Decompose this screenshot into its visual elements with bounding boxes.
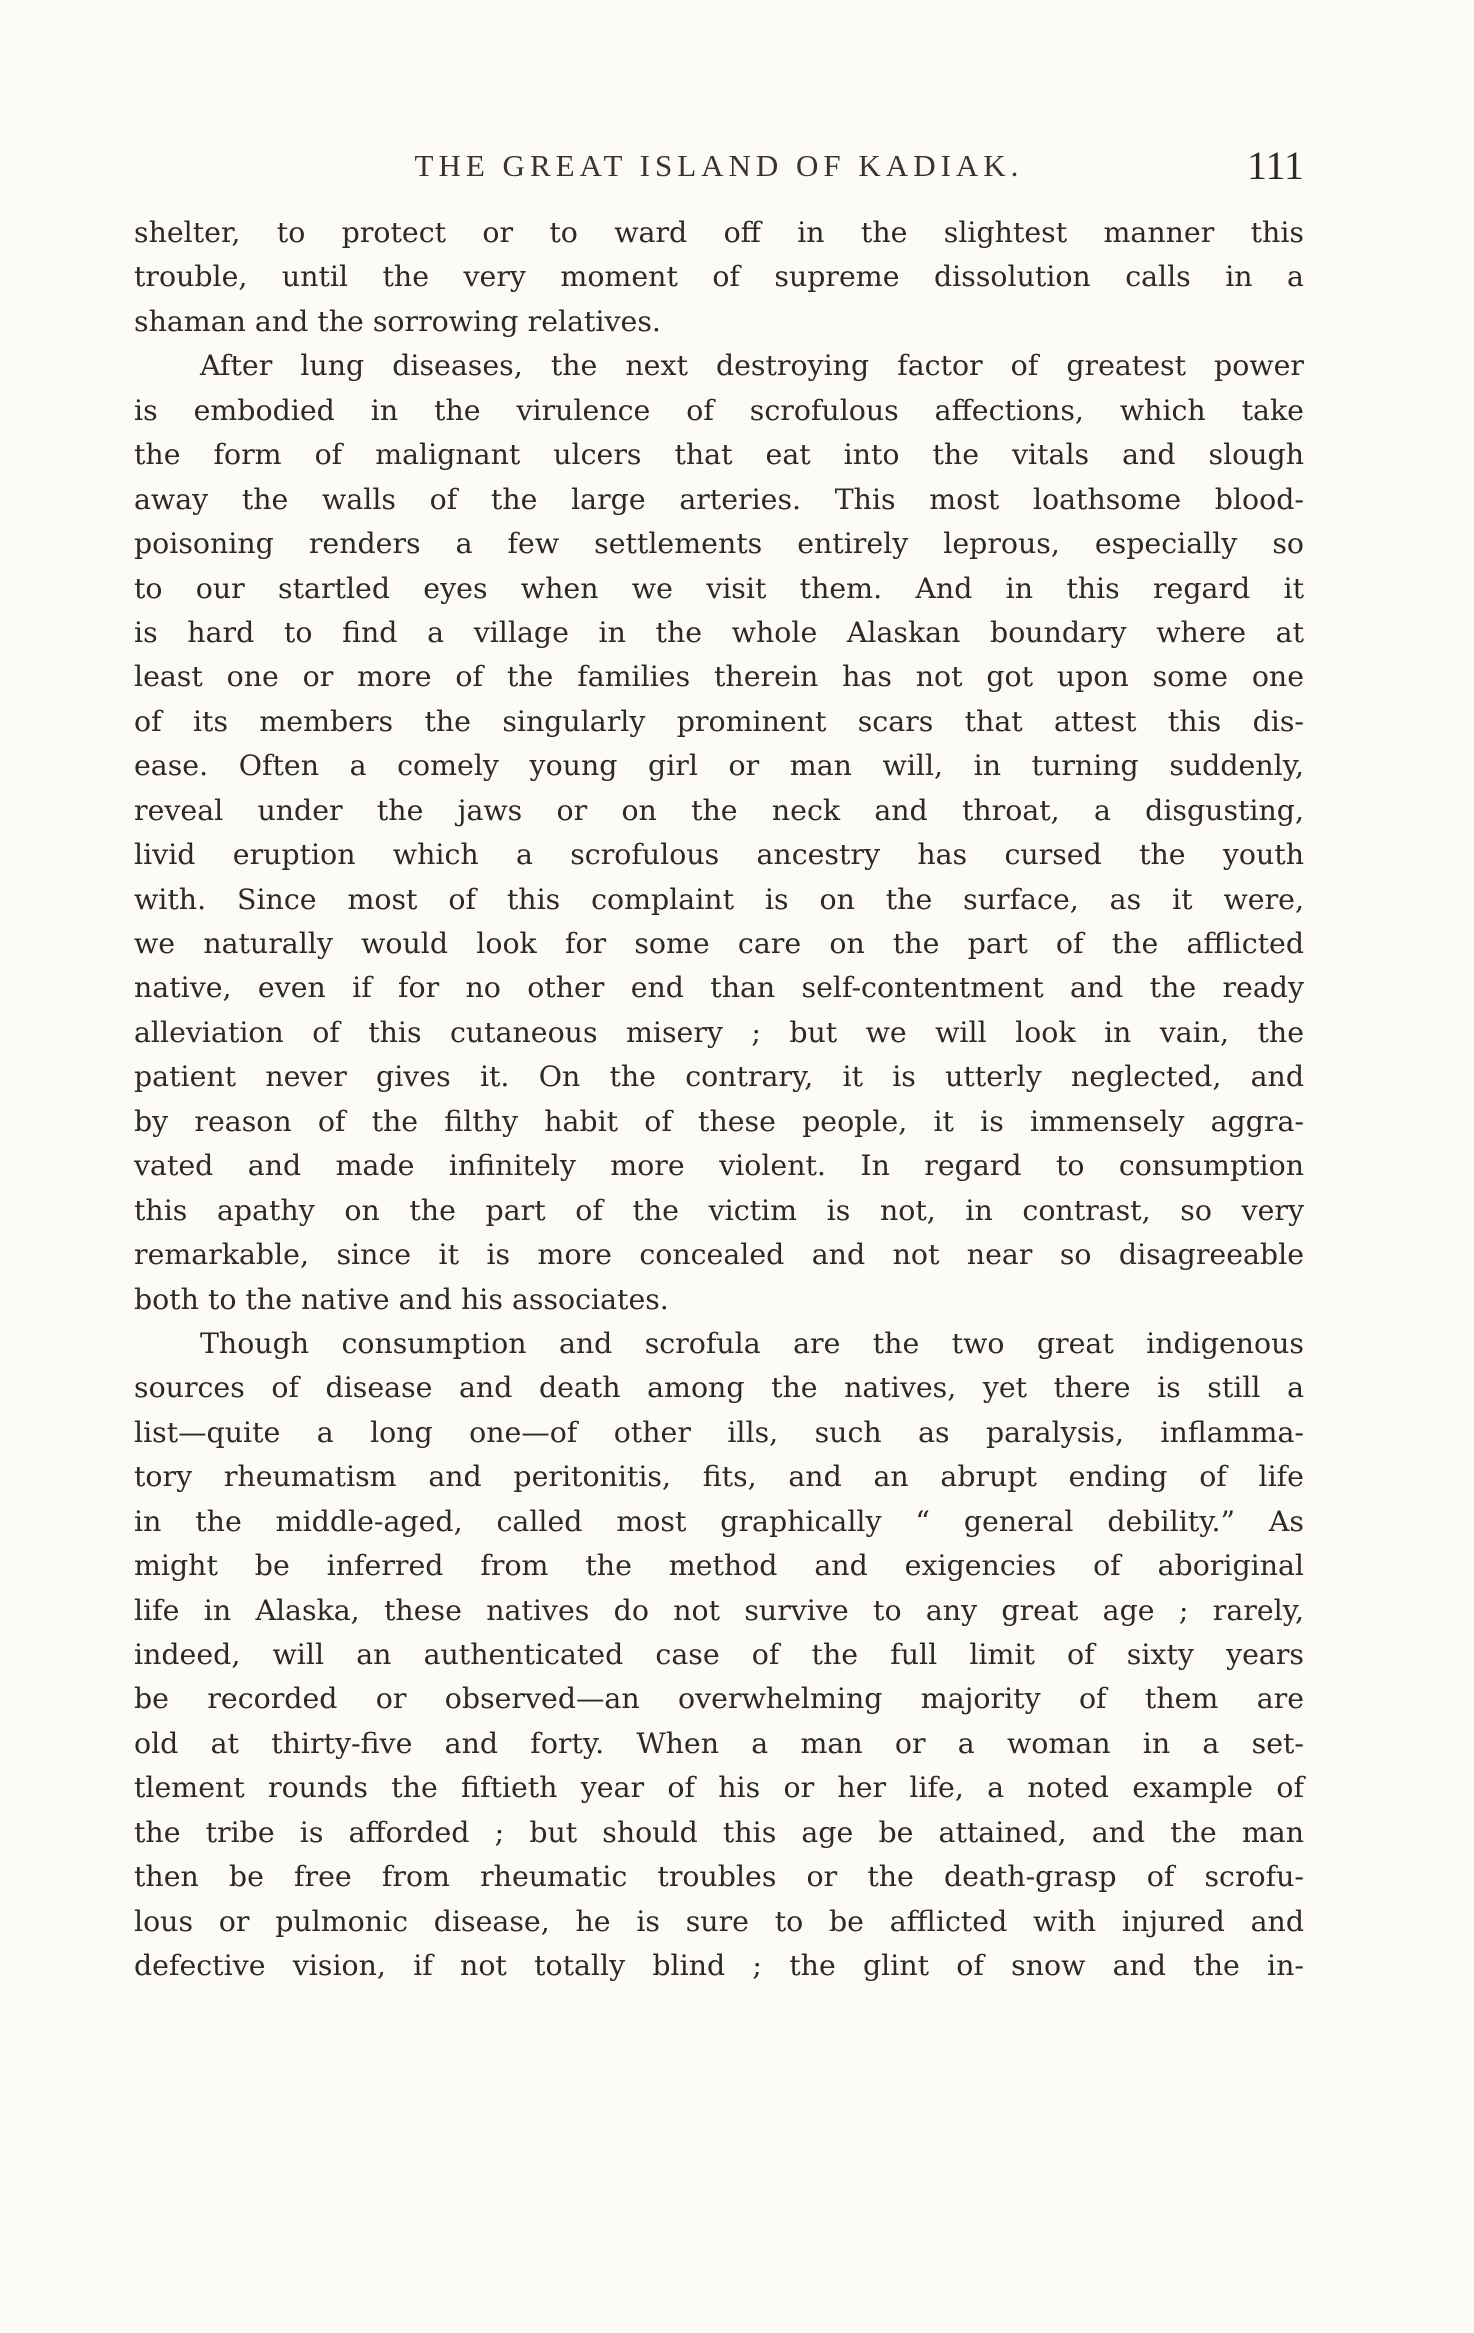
text-line: ease. Often a comely young girl or man will, in turning suddenly, xyxy=(134,749,1304,783)
text-line: tlement rounds the fiftieth year of his or her life, a noted example of xyxy=(134,1771,1304,1805)
text-line: life in Alaska, these natives do not survive to any great age ; rarely, xyxy=(134,1593,1304,1627)
text-line: vated and made infinitely more violent. In regard to consumption xyxy=(134,1149,1304,1183)
text-line: poisoning renders a few settlements entirely leprous, especially so xyxy=(134,527,1304,561)
text-line: the form of malignant ulcers that eat into the vitals and slough xyxy=(134,438,1304,472)
text-line: old at thirty-five and forty. When a man or a woman in a set- xyxy=(134,1726,1304,1760)
text-line: to our startled eyes when we visit them. And in this regard it xyxy=(134,571,1304,605)
text-line: lous or pulmonic disease, he is sure to be afflicted with injured and xyxy=(134,1904,1304,1938)
text-line: defective vision, if not totally blind ; the glint of snow and the in- xyxy=(134,1949,1304,1983)
text-line: then be free from rheumatic troubles or the death-grasp of scrofu- xyxy=(134,1860,1304,1894)
page-number: 111 xyxy=(1246,143,1304,188)
text-line: with. Since most of this complaint is on the surface, as it were, xyxy=(134,882,1304,916)
text-line: both to the native and his associates. xyxy=(134,1282,669,1316)
text-line: Though consumption and scrofula are the two great indigenous xyxy=(200,1326,1304,1360)
text-line: of its members the singularly prominent scars that attest this dis- xyxy=(134,704,1304,738)
text-line: livid eruption which a scrofulous ancestry has cursed the youth xyxy=(134,838,1304,872)
text-line: is embodied in the virulence of scrofulous affections, which take xyxy=(134,393,1304,427)
text-line: be recorded or observed—an overwhelming majority of them are xyxy=(134,1682,1304,1716)
text-line: we naturally would look for some care on the part of the afflicted xyxy=(134,927,1304,960)
text-line: reveal under the jaws or on the neck and throat, a disgusting, xyxy=(134,793,1304,827)
text-line: away the walls of the large arteries. This most loathsome blood- xyxy=(134,482,1304,516)
text-line: is hard to find a village in the whole Alaskan boundary where at xyxy=(134,615,1304,649)
text-line: shaman and the sorrowing relatives. xyxy=(134,304,661,338)
text-line: list—quite a long one—of other ills, such as paralysis, inflamma- xyxy=(134,1415,1304,1449)
running-head xyxy=(134,140,1304,200)
body-text xyxy=(134,211,1304,1989)
text-line: this apathy on the part of the victim is not, in contrast, so very xyxy=(134,1193,1304,1227)
text-line: After lung diseases, the next destroying factor of greatest power xyxy=(200,349,1304,383)
text-line: by reason of the filthy habit of these people, it is immensely aggra- xyxy=(134,1104,1304,1138)
text-line: alleviation of this cutaneous misery ; but we will look in vain, the xyxy=(134,1015,1304,1049)
text-line: remarkable, since it is more concealed and not near so disagreeable xyxy=(134,1238,1304,1272)
text-line: indeed, will an authenticated case of the full limit of sixty years xyxy=(134,1638,1304,1671)
running-title: THE GREAT ISLAND OF KADIAK. xyxy=(414,148,1024,183)
text-line: trouble, until the very moment of supreme dissolution calls in a xyxy=(134,260,1304,294)
text-line: native, even if for no other end than self-contentment and the ready xyxy=(134,971,1304,1005)
text-line: the tribe is afforded ; but should this age be attained, and the man xyxy=(134,1815,1304,1849)
text-line: might be inferred from the method and exigencies of aboriginal xyxy=(134,1549,1304,1583)
text-line: in the middle-aged, called most graphically “ general debility.” As xyxy=(134,1504,1304,1538)
text-line: shelter, to protect or to ward off in the slightest manner this xyxy=(134,216,1304,249)
text-line: least one or more of the families therein has not got upon some one xyxy=(134,660,1304,694)
text-line: tory rheumatism and peritonitis, fits, and an abrupt ending of life xyxy=(134,1460,1304,1494)
text-line: sources of disease and death among the natives, yet there is still a xyxy=(134,1371,1304,1405)
text-line: patient never gives it. On the contrary, it is utterly neglected, and xyxy=(134,1060,1304,1094)
